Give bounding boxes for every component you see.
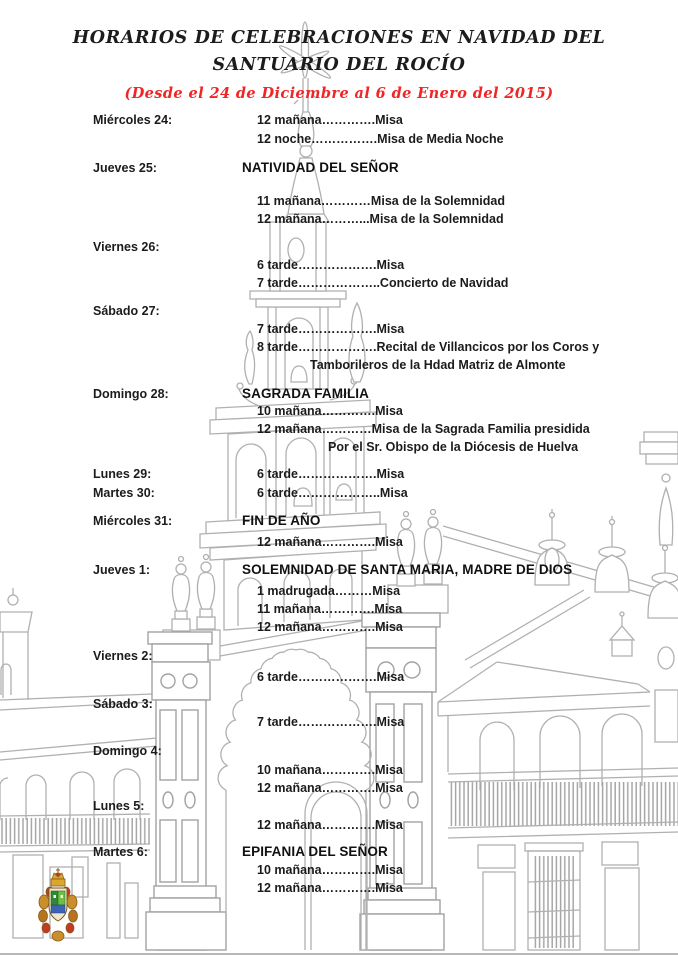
- day-label: Domingo 28:: [93, 387, 169, 401]
- schedule-entry: 7 tarde……………….Misa: [257, 715, 405, 729]
- day-label: Miércoles 31:: [93, 514, 173, 528]
- schedule-entry: 6 tarde……………….Misa: [257, 258, 405, 272]
- day-label: Viernes 26:: [93, 240, 160, 254]
- schedule-entry: 6 tarde……………….Misa: [257, 467, 405, 481]
- page-title-line2: SANTUARIO DEL ROCÍO: [212, 55, 466, 75]
- schedule-entry: 11 mañana…………Misa de la Solemnidad: [257, 194, 505, 208]
- schedule-entry: 1 madrugada………Misa: [257, 584, 401, 598]
- feast-header: SOLEMNIDAD DE SANTA MARIA, MADRE DE DIOS: [242, 562, 573, 577]
- schedule-entry: 8 tarde……………….Recital de Villancicos por los Coros y: [257, 340, 600, 354]
- feast-header: NATIVIDAD DEL SEÑOR: [242, 160, 399, 175]
- day-label: Lunes 5:: [93, 799, 145, 813]
- day-label: Sábado 3:: [93, 697, 153, 711]
- day-label: Lunes 29:: [93, 467, 152, 481]
- schedule-entry: 7 tarde………………..Concierto de Navidad: [257, 276, 509, 290]
- schedule-entry: 12 mañana…………Misa de la Sagrada Familia presidida: [257, 422, 590, 436]
- schedule-entry: 12 mañana………….Misa: [257, 818, 403, 832]
- schedule-entry: 10 mañana………….Misa: [257, 763, 403, 777]
- day-label: Jueves 25:: [93, 161, 157, 175]
- day-label: Miércoles 24:: [93, 113, 173, 127]
- schedule-entry: 12 noche…………….Misa de Media Noche: [257, 132, 504, 146]
- day-label: Martes 6:: [93, 845, 148, 859]
- schedule-entry: 12 mañana………….Misa: [257, 620, 403, 634]
- feast-header: EPIFANIA DEL SEÑOR: [242, 844, 388, 859]
- day-label: Martes 30:: [93, 486, 155, 500]
- schedule-entry-continuation: Por el Sr. Obispo de la Diócesis de Huelva: [328, 440, 579, 454]
- schedule-entry: 6 tarde………………..Misa: [257, 486, 408, 500]
- schedule-entry: 12 mañana………….Misa: [257, 113, 403, 127]
- date-range-subtitle: (Desde el 24 de Diciembre al 6 de Enero del 2015): [124, 85, 554, 102]
- schedule-entry: 12 mañana………….Misa: [257, 781, 403, 795]
- schedule-entry: 10 mañana………….Misa: [257, 863, 403, 877]
- day-label: Jueves 1:: [93, 563, 150, 577]
- day-label: Domingo 4:: [93, 744, 162, 758]
- day-label: Sábado 27:: [93, 304, 160, 318]
- schedule-entry: 10 mañana………….Misa: [257, 404, 403, 418]
- schedule-entry-continuation: Tamborileros de la Hdad Matriz de Almonte: [310, 358, 566, 372]
- schedule-entry: 7 tarde……………….Misa: [257, 322, 405, 336]
- schedule-entry: 11 mañana………….Misa: [257, 602, 403, 616]
- page-title-line1: HORARIOS DE CELEBRACIONES EN NAVIDAD DEL: [72, 28, 606, 48]
- feast-header: FIN DE AÑO: [242, 513, 321, 528]
- schedule-entry: 12 mañana………...Misa de la Solemnidad: [257, 212, 504, 226]
- feast-header: SAGRADA FAMILIA: [242, 386, 369, 401]
- schedule-entry: 12 mañana………….Misa: [257, 881, 403, 895]
- day-label: Viernes 2:: [93, 649, 153, 663]
- schedule-entry: 12 mañana………….Misa: [257, 535, 403, 549]
- schedule-entry: 6 tarde……………….Misa: [257, 670, 405, 684]
